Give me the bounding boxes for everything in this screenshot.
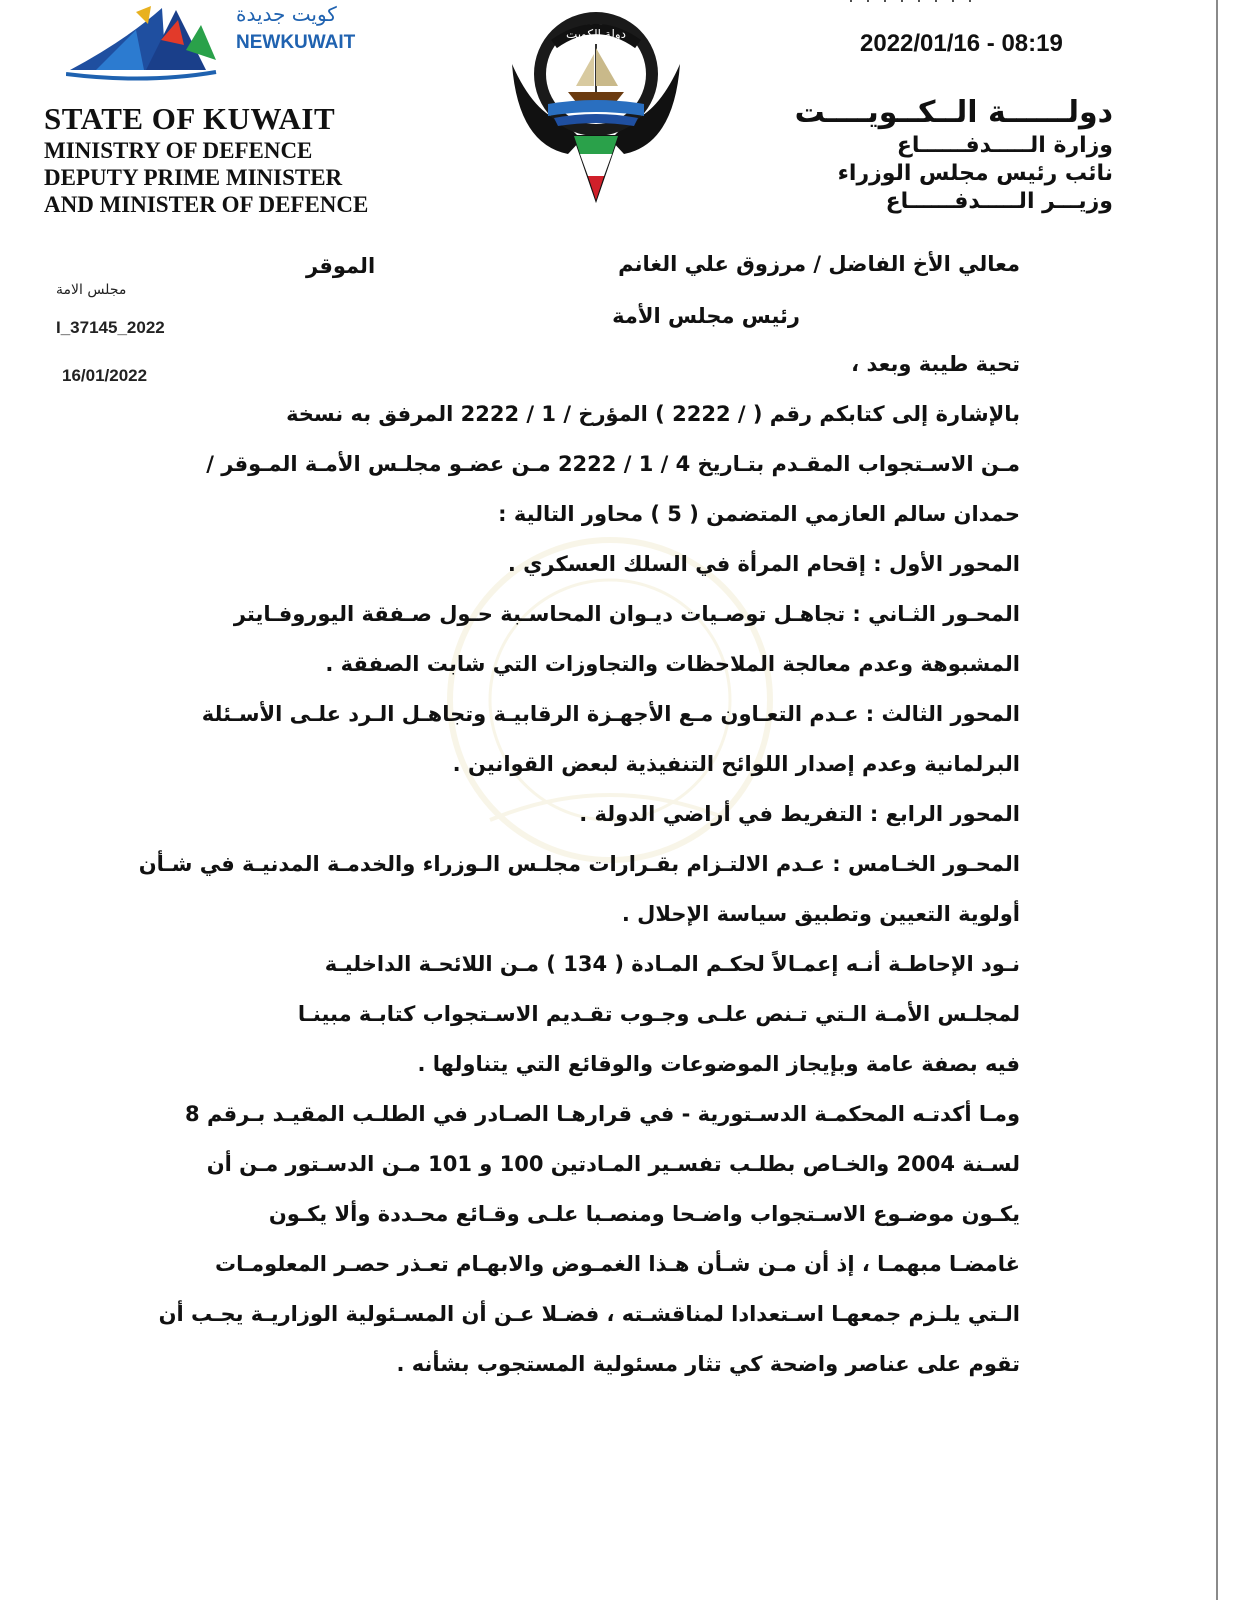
axis-2: المحـور الثـاني : تجاهـل توصـيات ديـوان المحاسـبة حـول صـفقة اليوروفـايتر — [233, 602, 1020, 626]
stamp-reference: I_37145_2022 — [56, 318, 165, 337]
addressee-title: رئيس مجلس الأمة — [612, 304, 800, 328]
logo-english-text: NEWKUWAIT — [236, 32, 356, 53]
logo-arabic-text: كويت جديدة — [236, 2, 337, 26]
page-edge-line — [1216, 0, 1218, 1600]
minister-title: AND MINISTER OF DEFENCE — [44, 192, 369, 217]
axis-2-cont: المشبوهة وعدم معالجة الملاحظات والتجاوزات التي شابت الصفقة . — [325, 652, 1020, 676]
body-line: لسـنة 2004 والخـاص بطلـب تفسـير المـادتين 100 و 101 مـن الدسـتور مـن أن — [206, 1152, 1020, 1176]
stamp-date: 16/01/2022 — [62, 366, 148, 385]
arabic-ministry-title: وزارة الـــــدفــــــاع — [896, 133, 1113, 158]
document-datetime: 2022/01/16 - 08:19 — [860, 30, 1063, 57]
axis-3-cont: البرلمانية وعدم إصدار اللوائح التنفيذية لبعض القوانين . — [452, 752, 1020, 776]
arabic-deputy-title: نائب رئيس مجلس الوزراء — [837, 161, 1113, 186]
top-reference-number: · · · · · · · · — [848, 0, 976, 10]
honorific: الموقر — [306, 254, 376, 278]
body-line: غامضـا مبهمـا ، إذ أن مـن شـأن هـذا الغمـوض والابهـام تعـذر حصـر المعلومـات — [215, 1252, 1020, 1276]
body-line: فيه بصفة عامة وبإيجاز الموضوعات والوقائع التي يتناولها . — [417, 1052, 1020, 1076]
axis-4: المحور الرابع : التفريط في أراضي الدولة . — [579, 802, 1020, 826]
axis-5: المحـور الخـامس : عـدم الالتـزام بقـرارات مجلـس الـوزراء والخدمـة المدنيـة في شـأن — [138, 852, 1020, 876]
axis-3: المحور الثالث : عـدم التعـاون مـع الأجهـزة الرقابيـة وتجاهـل الـرد علـى الأسـئلة — [201, 702, 1020, 726]
ministry-title: MINISTRY OF DEFENCE — [44, 138, 313, 163]
axis-1: المحور الأول : إقحام المرأة في السلك العسكري . — [507, 552, 1020, 576]
body-line: تقوم على عناصر واضحة كي تثار مسئولية المستجوب بشأنه . — [396, 1352, 1020, 1376]
watermark-emblem — [430, 520, 790, 940]
kuwait-emblem-icon — [508, 4, 684, 204]
arabic-header — [795, 95, 1113, 214]
body-line: ومـا أكدتـه المحكمـة الدسـتورية - في قرارهـا الصـادر في الطلـب المقيـد بـرقم 8 — [185, 1102, 1020, 1126]
body-line: مـن الاسـتجواب المقـدم بتـاريخ 4 / 1 / 2222 مـن عضـو مجلـس الأمـة المـوقر / — [206, 452, 1020, 476]
state-title: STATE OF KUWAIT — [44, 101, 336, 136]
greeting: تحية طيبة وبعد ، — [851, 352, 1020, 376]
english-header — [44, 101, 368, 218]
body-line: يكـون موضـوع الاسـتجواب واضـحا ومنصـبا علـى وقـائع محـددة وألا يكـون — [268, 1202, 1020, 1226]
arabic-state-title: دولــــــة الــكــويــــت — [794, 95, 1113, 130]
addressee-name: معالي الأخ الفاضل / مرزوق علي الغانم — [618, 252, 1020, 276]
arabic-minister-title: وزيـــر الـــــدفــــــاع — [885, 189, 1113, 214]
body-line: نـود الإحاطـة أنـه إعمـالاً لحكـم المـادة ( 134 ) مـن اللائحـة الداخليـة — [324, 952, 1020, 976]
body-line: لمجلـس الأمـة الـتي تـنص علـى وجـوب تقـديم الاسـتجواب كتابـة مبينـا — [297, 1002, 1020, 1026]
body-line: بالإشارة إلى كتابكم رقم ( / 2222 ) المؤرخ / 1 / 2222 المرفق به نسخة — [286, 402, 1020, 426]
body-line: الـتي يلـزم جمعهـا اسـتعدادا لمناقشـته ، فضـلا عـن أن المسـئولية الوزاريـة يجـب أن — [158, 1302, 1020, 1326]
emblem-text: دولة الكويت — [566, 27, 626, 41]
newkuwait-sail-icon — [66, 0, 236, 86]
body-line: حمدان سالم العازمي المتضمن ( 5 ) محاور التالية : — [498, 502, 1020, 526]
axis-5-cont: أولوية التعيين وتطبيق سياسة الإحلال . — [621, 902, 1020, 926]
stamp-organization: مجلس الامة — [56, 282, 127, 298]
deputy-title: DEPUTY PRIME MINISTER — [44, 165, 343, 190]
